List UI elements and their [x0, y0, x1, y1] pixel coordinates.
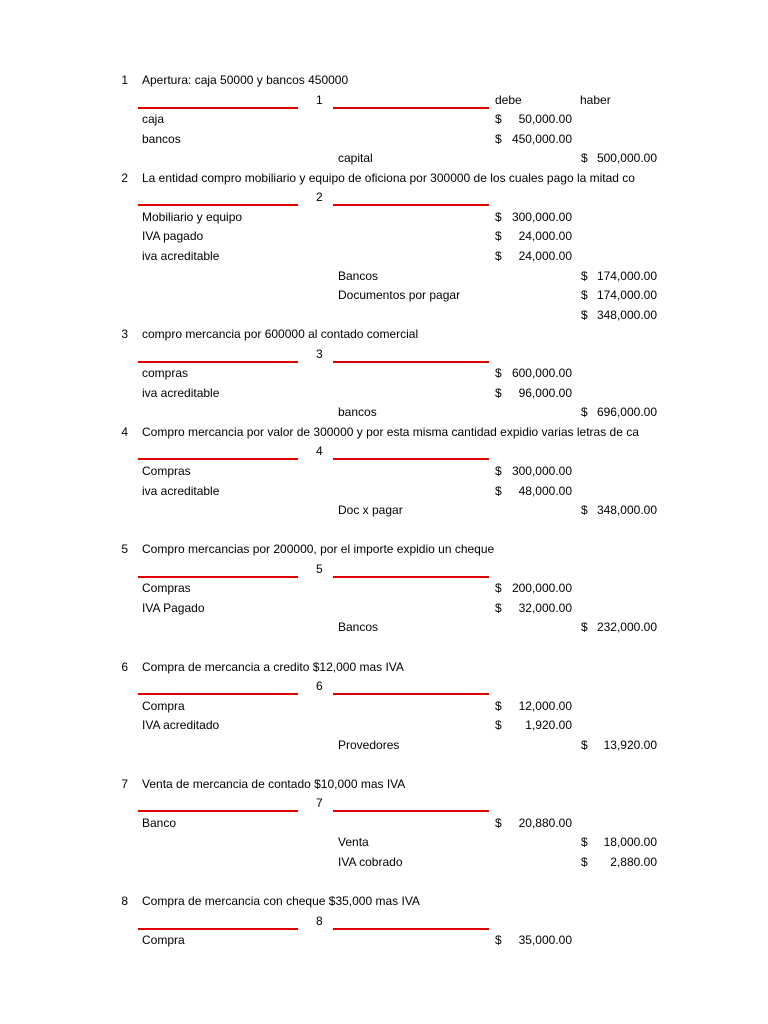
credit-account: capital — [338, 151, 373, 166]
debit-amount: 600,000.00 — [511, 366, 572, 381]
currency-symbol: $ — [495, 581, 502, 596]
debit-amount: 32,000.00 — [518, 600, 572, 615]
debit-amount: 450,000.00 — [511, 131, 572, 146]
credit-amount: 2,880.00 — [610, 855, 657, 869]
debit-amount: 300,000.00 — [511, 209, 572, 224]
currency-symbol: $ — [495, 698, 502, 713]
red-divider-right — [333, 204, 489, 206]
debit-amount: 24,000.00 — [518, 229, 572, 244]
red-divider-left — [138, 107, 298, 109]
entry-description: Venta de mercancia de contado $10,000 mas IVA — [142, 776, 406, 791]
credit-account: Doc x pagar — [338, 503, 403, 518]
credit-account: Venta — [338, 835, 369, 850]
red-divider-left — [138, 361, 298, 363]
currency-symbol: $ — [495, 600, 502, 615]
currency-symbol: $ — [495, 248, 502, 263]
entry-label: 4 — [316, 444, 323, 459]
entry-label: 6 — [316, 679, 323, 694]
currency-symbol: $ — [495, 464, 502, 478]
credit-amount: 696,000.00 — [596, 405, 657, 420]
entry-label: 8 — [316, 913, 323, 928]
debit-amount: 300,000.00 — [511, 464, 572, 478]
entry-number: 7 — [121, 776, 128, 791]
debit-amount: 35,000.00 — [518, 933, 572, 948]
debit-account: Banco — [142, 815, 177, 830]
currency-symbol: $ — [495, 933, 502, 948]
red-divider-left — [138, 576, 298, 578]
red-divider-right — [333, 107, 489, 109]
credit-account: Bancos — [338, 268, 379, 283]
debit-account: iva acreditable — [142, 483, 220, 498]
debit-amount: 200,000.00 — [511, 581, 572, 596]
credit-amount: 232,000.00 — [596, 620, 657, 635]
entry-label: 1 — [316, 92, 323, 107]
entry-label: 3 — [316, 346, 323, 361]
currency-symbol: $ — [495, 131, 502, 146]
debit-account: Mobiliario y equipo — [142, 209, 243, 224]
red-divider-left — [138, 693, 298, 695]
entry-number: 3 — [121, 327, 128, 342]
credit-account: Documentos por pagar — [338, 288, 461, 303]
debit-amount: 1,920.00 — [525, 718, 572, 733]
red-divider-right — [333, 576, 489, 578]
debit-amount: 20,880.00 — [518, 815, 572, 830]
debit-account: bancos — [142, 131, 181, 146]
currency-symbol: $ — [495, 718, 502, 733]
entry-description: compro mercancia por 600000 al contado comercial — [142, 327, 419, 342]
haber-column-header: haber — [580, 92, 611, 107]
debit-amount: 24,000.00 — [518, 248, 572, 263]
entry-number: 2 — [121, 170, 128, 185]
red-divider-right — [333, 458, 489, 460]
debit-account: Compra — [142, 933, 185, 948]
debit-amount: 48,000.00 — [518, 483, 572, 498]
debit-account: IVA pagado — [142, 229, 204, 244]
debit-account: Compras — [142, 464, 191, 478]
currency-symbol: $ — [495, 229, 502, 244]
currency-symbol: $ — [581, 503, 588, 518]
entry-number: 5 — [121, 542, 128, 557]
currency-symbol: $ — [581, 737, 588, 752]
entry-description: Apertura: caja 50000 y bancos 450000 — [142, 73, 349, 87]
currency-symbol: $ — [495, 366, 502, 381]
currency-symbol: $ — [495, 815, 502, 830]
red-divider-right — [333, 361, 489, 363]
debit-amount: 50,000.00 — [518, 112, 572, 127]
debit-account: Compra — [142, 698, 185, 713]
currency-symbol: $ — [581, 151, 588, 166]
credit-amount: 174,000.00 — [596, 288, 657, 303]
entry-description: Compra de mercancia a credito $12,000 mas IVA — [142, 659, 404, 674]
entry-number: 8 — [121, 894, 128, 909]
red-divider-left — [138, 458, 298, 460]
entry-number: 1 — [121, 73, 128, 87]
credit-amount: 18,000.00 — [603, 835, 657, 850]
currency-symbol: $ — [581, 307, 588, 322]
debit-account: Compras — [142, 581, 191, 596]
debe-column-header: debe — [495, 92, 522, 107]
red-divider-left — [138, 810, 298, 812]
red-divider-right — [333, 810, 489, 812]
credit-amount: 348,000.00 — [596, 503, 657, 518]
entry-number: 4 — [121, 424, 128, 439]
debit-account: IVA Pagado — [142, 600, 205, 615]
entry-label: 7 — [316, 796, 323, 811]
debit-account: caja — [142, 112, 165, 127]
debit-account: iva acreditable — [142, 248, 220, 263]
entry-description: Compra de mercancia con cheque $35,000 mas IVA — [142, 894, 420, 909]
debit-amount: 96,000.00 — [518, 385, 572, 400]
red-divider-right — [333, 693, 489, 695]
credit-amount: 13,920.00 — [603, 737, 657, 752]
debit-amount: 12,000.00 — [518, 698, 572, 713]
credit-account: Provedores — [338, 737, 400, 752]
red-divider-right — [333, 928, 489, 930]
credit-amount: 500,000.00 — [596, 151, 657, 166]
credit-amount: 348,000.00 — [596, 307, 657, 322]
currency-symbol: $ — [581, 835, 588, 850]
currency-symbol: $ — [495, 112, 502, 127]
red-divider-left — [138, 204, 298, 206]
currency-symbol: $ — [495, 385, 502, 400]
currency-symbol: $ — [581, 288, 588, 303]
credit-amount: 174,000.00 — [596, 268, 657, 283]
debit-account: iva acreditable — [142, 385, 220, 400]
currency-symbol: $ — [495, 209, 502, 224]
currency-symbol: $ — [581, 268, 588, 283]
entry-label: 2 — [316, 190, 323, 205]
entry-description: Compro mercancias por 200000, por el importe expidio un cheque — [142, 542, 495, 557]
entry-description: Compro mercancia por valor de 300000 y por esta misma cantidad expidio varias letras de ca — [142, 424, 639, 439]
debit-account: IVA acreditado — [142, 718, 220, 733]
credit-account: IVA cobrado — [338, 855, 403, 869]
currency-symbol: $ — [581, 620, 588, 635]
currency-symbol: $ — [581, 405, 588, 420]
credit-account: bancos — [338, 405, 377, 420]
debit-account: compras — [142, 366, 189, 381]
currency-symbol: $ — [581, 855, 588, 869]
entry-number: 6 — [121, 659, 128, 674]
entry-label: 5 — [316, 561, 323, 576]
currency-symbol: $ — [495, 483, 502, 498]
red-divider-left — [138, 928, 298, 930]
entry-description: La entidad compro mobiliario y equipo de oficiona por 300000 de los cuales pago la mitad co — [142, 170, 635, 185]
credit-account: Bancos — [338, 620, 379, 635]
